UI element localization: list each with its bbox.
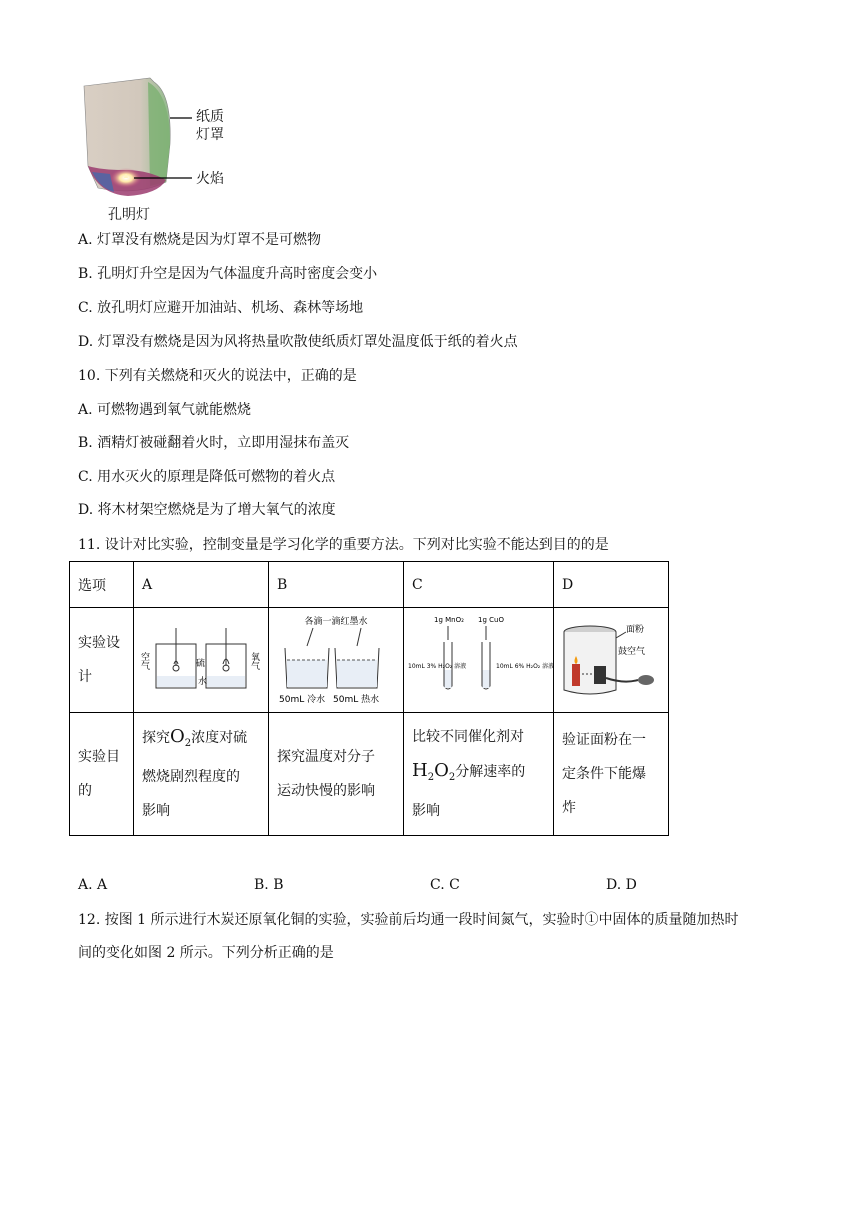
test-tubes-diagram [404, 608, 553, 708]
label-sulfur: 硫 [196, 659, 206, 669]
table-row-header [70, 562, 669, 608]
lantern-label-paper-1: 纸质 [196, 109, 224, 125]
design-d-figure [554, 608, 669, 713]
q11-stem: 11. 设计对比实验，控制变量是学习化学的重要方法。下列对比实验不能达到目的的是 [78, 537, 609, 553]
q9-option-c: C. 放孔明灯应避开加油站、机场、森林等场地 [78, 300, 364, 316]
label-blow-air: 鼓空气 [618, 647, 646, 657]
label-mno2: 1g MnO₂ [434, 616, 464, 624]
label-water: 水 [198, 677, 208, 687]
lantern-illustration [78, 74, 258, 224]
q10-option-a: A. 可燃物遇到氧气就能燃烧 [78, 402, 252, 418]
label-red-ink: 各滴一滴红墨水 [304, 617, 368, 627]
q9-option-a: A. 灯罩没有燃烧是因为灯罩不是可燃物 [78, 232, 322, 248]
q12-line1: 12. 按图 1 所示进行木炭还原氧化铜的实验，实验前后均通一段时间氮气，实验时①中固体的质量随加热时 [78, 912, 739, 928]
q11-answer-b: B. B [254, 877, 284, 893]
q10-option-b: B. 酒精灯被碰翻着火时，立即用湿抹布盖灭 [78, 435, 350, 451]
header-option: 选项 [70, 562, 134, 608]
goal-c: 比较不同催化剂对 $H_2O_2$分解速率的 影响 [404, 713, 554, 836]
flour-explosion-diagram [554, 608, 668, 708]
q11-answer-c: C. C [430, 877, 460, 893]
lantern-label-flame: 火焰 [196, 171, 224, 187]
q10-option-c: C. 用水灭火的原理是降低可燃物的着火点 [78, 469, 336, 485]
q11-answer-a: A. A [78, 877, 108, 893]
header-b: B [269, 562, 404, 608]
lantern-figure [78, 74, 258, 224]
row-goal-label: 实验目 的 [70, 713, 134, 836]
label-hot-water: 50mL 热水 [333, 695, 380, 705]
label-flour: 面粉 [626, 625, 645, 635]
q11-table [69, 561, 669, 836]
q12-line2: 间的变化如图 2 所示。下列分析正确的是 [78, 945, 334, 961]
label-air: 空气 [139, 652, 149, 670]
header-d: D [554, 562, 669, 608]
q10-option-d: D. 将木材架空燃烧是为了增大氧气的浓度 [78, 502, 336, 518]
label-h2o2-3pct: 10mL 3% H₂O₂ 溶液 [408, 663, 467, 670]
design-a-figure [134, 608, 269, 713]
label-cuo: 1g CuO [478, 616, 504, 624]
q11-answer-d: D. D [606, 877, 637, 893]
label-oxygen: 氧气 [249, 652, 259, 670]
q10-stem: 10. 下列有关燃烧和灭火的说法中，正确的是 [78, 368, 357, 384]
sulfur-jars-diagram [134, 608, 268, 708]
q9-option-b: B. 孔明灯升空是因为气体温度升高时密度会变小 [78, 266, 378, 282]
row-design-label: 实验设 计 [70, 608, 134, 713]
lantern-label-paper-2: 灯罩 [196, 127, 224, 143]
lantern-caption: 孔明灯 [108, 207, 150, 223]
label-cold-water: 50mL 冷水 [279, 695, 326, 705]
q9-option-d: D. 灯罩没有燃烧是因为风将热量吹散使纸质灯罩处温度低于纸的着火点 [78, 334, 518, 350]
header-a: A [134, 562, 269, 608]
goal-a: 探究$O_2$浓度对硫 燃烧剧烈程度的 影响 [134, 713, 269, 836]
label-h2o2-6pct: 10mL 6% H₂O₂ 溶液 [496, 663, 553, 670]
goal-d: 验证面粉在一 定条件下能爆 炸 [554, 713, 669, 836]
header-c: C [404, 562, 554, 608]
goal-b: 探究温度对分子 运动快慢的影响 [269, 713, 404, 836]
table-row-design [70, 608, 669, 713]
beakers-diagram [269, 608, 403, 708]
design-b-figure [269, 608, 404, 713]
table-row-goal [70, 713, 669, 836]
design-c-figure [404, 608, 554, 713]
